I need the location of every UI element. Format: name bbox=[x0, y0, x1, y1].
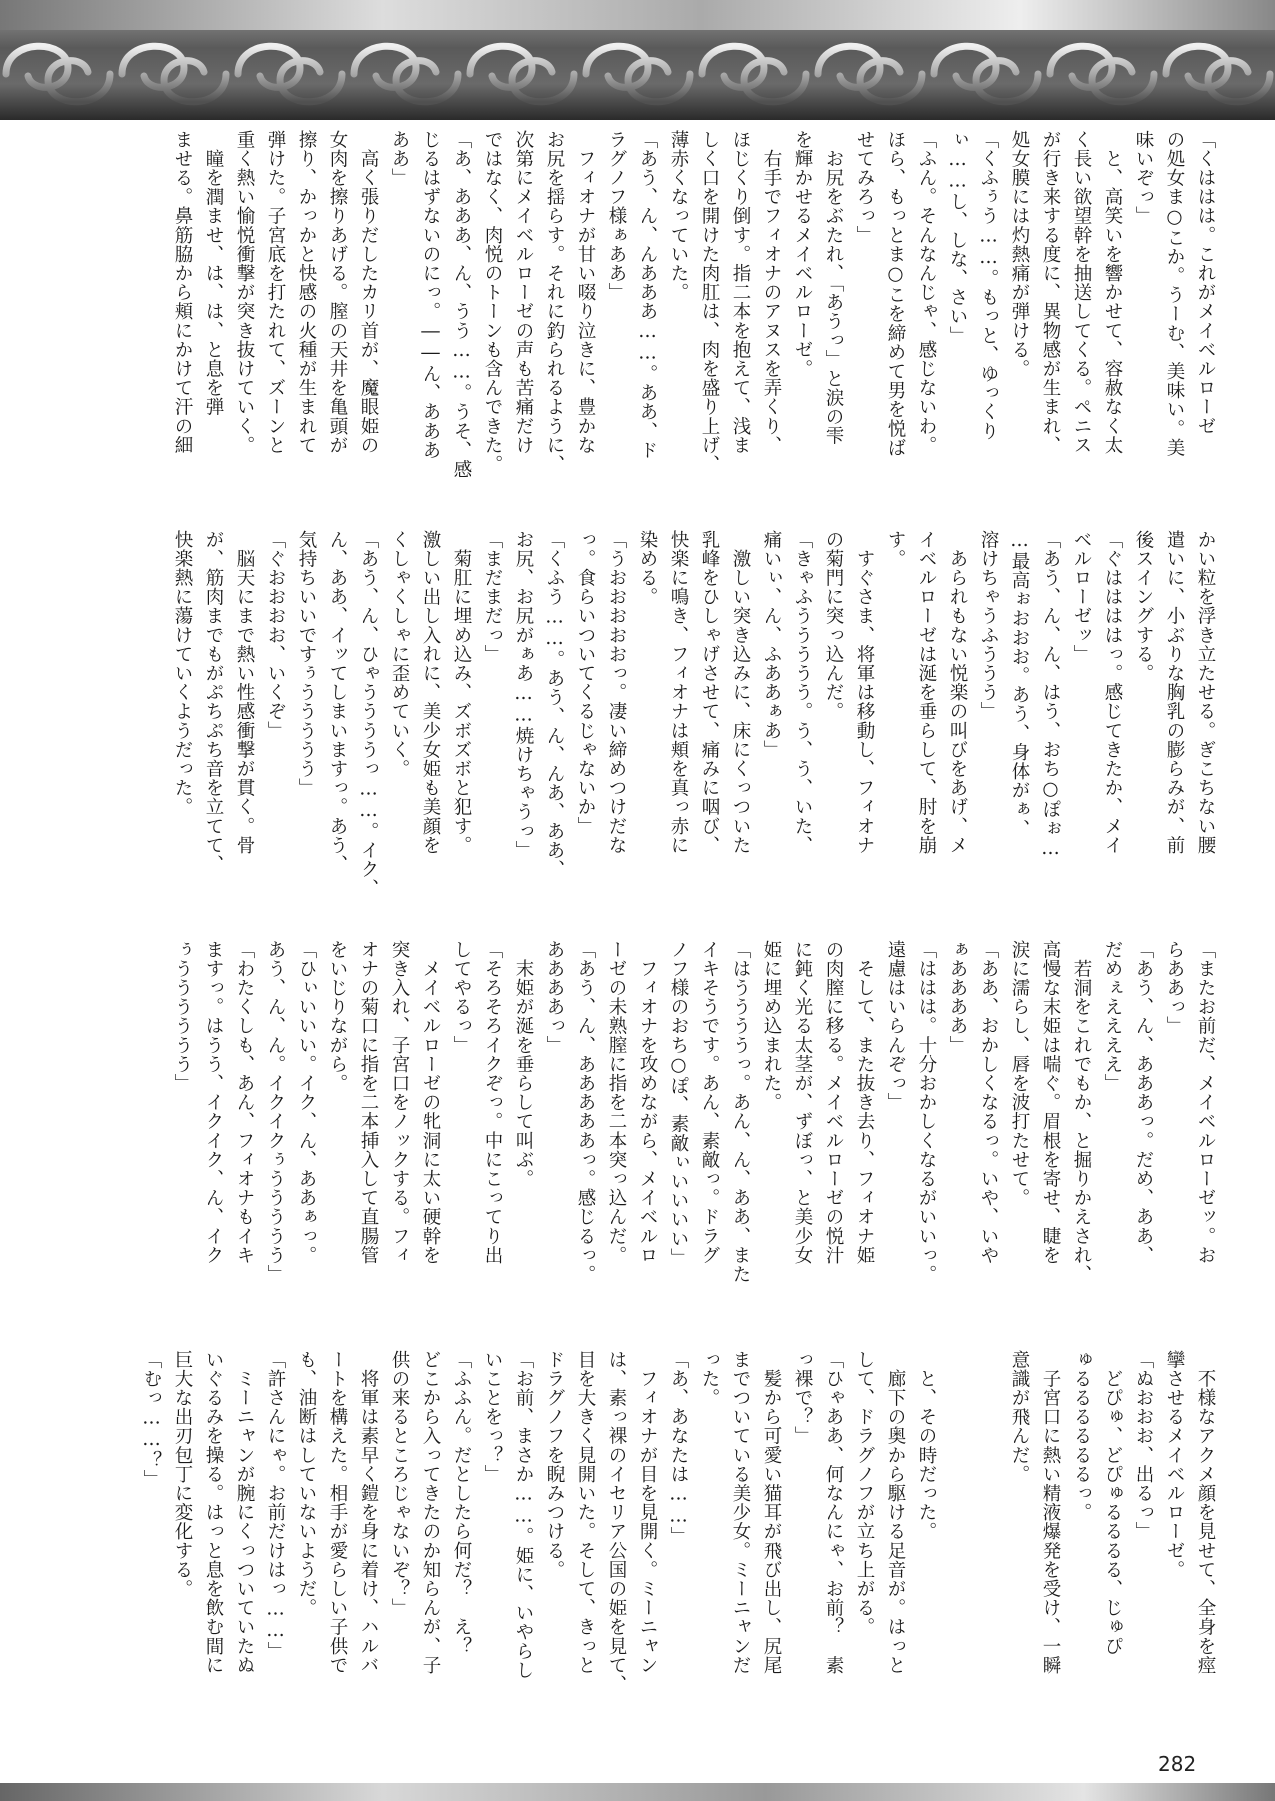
text-column: 「あ、あなたは……」 bbox=[668, 1350, 689, 1546]
text-column: 「ふふん。だとしたら何だ？ え？ bbox=[451, 1350, 472, 1656]
text-column: を輝かせるメイベルローゼ。 bbox=[792, 130, 813, 379]
text-column: が、筋肉までもがぷちぷち音を立てて、 bbox=[203, 530, 224, 874]
text-column: せてみろっ」 bbox=[854, 130, 875, 245]
text-column: 気持ちいいですぅううううう」 bbox=[296, 530, 317, 798]
text-column: 「きゃふううううう。う、う、いた、 bbox=[792, 530, 813, 855]
tier-2 bbox=[160, 530, 1220, 910]
text-column: くしゃくしゃに歪めていく。 bbox=[389, 530, 410, 779]
text-column: が行き来する度に、異物感が生まれ、 bbox=[1040, 130, 1061, 455]
knot-loop bbox=[1050, 46, 1154, 102]
text-column: ぅうううううう」 bbox=[172, 940, 193, 1093]
knot-loop bbox=[934, 46, 1038, 102]
text-column: ドラグノフを睨みつける。 bbox=[544, 1350, 565, 1580]
text-column: った。 bbox=[699, 1350, 720, 1408]
tier-1 bbox=[160, 130, 1220, 510]
text-column: 不様なアクメ顔を見せて、全身を痙 bbox=[1195, 1350, 1216, 1675]
knot-loop bbox=[122, 46, 226, 102]
text-column: は、素っ裸のイセリア公国の姫を見て、 bbox=[606, 1350, 627, 1694]
knot-loop bbox=[238, 46, 342, 102]
text-column: 弾けた。子宮底を打たれて、ズーンと bbox=[265, 130, 286, 455]
text-column: フィオナが目を見開く。ミーニャン bbox=[637, 1350, 658, 1675]
text-column: 「あう、ん、あああっ。だめ、ああ、 bbox=[1133, 940, 1154, 1265]
text-column: 処女膜には灼熱痛が弾ける。 bbox=[1009, 130, 1030, 379]
text-column: 姫に埋め込まれた。 bbox=[761, 940, 782, 1112]
text-column: 涙に濡らし、唇を波打たせて。 bbox=[1009, 940, 1030, 1208]
text-column: ますっ。はうう、イクイク、ん、イク bbox=[203, 940, 224, 1265]
text-column: 痛いぃ、ん、ふああぁあ」 bbox=[761, 530, 782, 760]
text-column: 「うおおおおおっ。凄い締めつけだな bbox=[606, 530, 627, 855]
text-column: してやるっ」 bbox=[451, 940, 472, 1055]
text-column: 巨大な出刃包丁に変化する。 bbox=[172, 1350, 193, 1599]
text-column: 「くふう……。あう、ん、んあ、ああ、 bbox=[544, 530, 565, 879]
text-column: ぁああああ」 bbox=[947, 940, 968, 1055]
text-column: らああっ」 bbox=[1164, 940, 1185, 1036]
text-column: 「ああ、おかしくなるっ。いや、いや bbox=[978, 940, 999, 1265]
text-column: フィオナを攻めながら、メイベルロ bbox=[637, 940, 658, 1265]
text-column: 「ひゃああ、何なんにゃ、お前？ 素 bbox=[823, 1350, 844, 1675]
text-column: す。 bbox=[885, 530, 906, 569]
text-column: メイベルローゼの牝洞に太い硬幹を bbox=[420, 940, 441, 1265]
text-column: の処女ま○こか。うーむ、美味い。美 bbox=[1164, 130, 1185, 458]
header-metal-strip bbox=[0, 0, 1275, 30]
text-column: 快楽熱に蕩けていくようだった。 bbox=[172, 530, 193, 817]
text-column: 薄赤くなっていた。 bbox=[668, 130, 689, 302]
text-column: 「あ、あああ、ん、うう……。うそ、感 bbox=[451, 130, 472, 479]
text-column: 次第にメイベルローゼの声も苦痛だけ bbox=[513, 130, 534, 455]
text-column: …最高ぉおおお。あう、身体がぁ、 bbox=[1009, 530, 1030, 839]
text-column: 「むっ……？」 bbox=[141, 1350, 162, 1489]
text-column: ミーニャンが腕にくっついていたぬ bbox=[234, 1350, 255, 1675]
celtic-knot-ornament bbox=[0, 28, 1275, 120]
text-column: かい粒を浮き立たせる。ぎこちない腰 bbox=[1195, 530, 1216, 855]
text-column: 目を大きく見開いた。そして、きっと bbox=[575, 1350, 596, 1675]
knot-loop bbox=[6, 46, 110, 102]
tier-4 bbox=[141, 1350, 1220, 1730]
text-column: に鈍く光る太茎が、ずぼっ、と美少女 bbox=[792, 940, 813, 1265]
text-column: 「ははは。十分おかしくなるがいいっ。 bbox=[916, 940, 937, 1284]
text-column: イキそうです。あん、素敵っ。ドラグ bbox=[699, 940, 720, 1265]
text-column: すぐさま、将軍は移動し、フィオナ bbox=[854, 530, 875, 855]
text-column: お尻、お尻がぁあ……焼けちゃうっ」 bbox=[513, 530, 534, 860]
text-column: 擦り、かっかと快感の火種が生まれて bbox=[296, 130, 317, 455]
text-column: 末姫が涎を垂らして叫ぶ。 bbox=[513, 940, 534, 1189]
text-column: の肉膣に移る。メイベルローゼの悦汁 bbox=[823, 940, 844, 1265]
text-column: 激しい出し入れに、美少女姫も美顔を bbox=[420, 530, 441, 855]
text-column: あう、ん、ん。イクイクぅううううう」 bbox=[265, 940, 286, 1284]
knot-loop bbox=[702, 46, 806, 102]
text-column: イベルローゼは涎を垂らして、肘を崩 bbox=[916, 530, 937, 855]
text-column: 意識が飛んだ。 bbox=[1009, 1350, 1030, 1484]
text-column: 快楽に鳴き、フィオナは頬を真っ赤に bbox=[668, 530, 689, 855]
text-column: 髪から可愛い猫耳が飛び出し、尻尾 bbox=[761, 1350, 782, 1675]
text-column: 「わたくしも、あん、フィオナもイキ bbox=[234, 940, 255, 1265]
text-column: ああああっ」 bbox=[544, 940, 565, 1055]
text-column: だめぇええええ」 bbox=[1102, 940, 1123, 1093]
knot-loop bbox=[354, 46, 458, 102]
text-column: をいじりながら。 bbox=[327, 940, 348, 1093]
knot-loop bbox=[818, 46, 922, 102]
knot-loop bbox=[586, 46, 690, 102]
text-column: いぐるみを操る。はっと息を飲む間に bbox=[203, 1350, 224, 1675]
text-column: して、ドラグノフが立ち上がる。 bbox=[854, 1350, 875, 1637]
text-column: 右手でフィオナのアヌスを弄くり、 bbox=[761, 130, 782, 455]
text-column: 乳峰をひしゃげさせて、痛みに咽び、 bbox=[699, 530, 720, 855]
text-column: 「ぐははははっ。感じてきたか、メイ bbox=[1102, 530, 1123, 855]
text-column: ぃ……し、しな、さい」 bbox=[947, 130, 968, 346]
text-column: 「はううううっ。あん、ん、ああ、また bbox=[730, 940, 751, 1284]
text-column: お尻をぶたれ、「あうっ」と涙の雫 bbox=[823, 130, 844, 446]
text-column: も、油断はしていないようだ。 bbox=[296, 1350, 317, 1618]
text-column: じるはずないのにっ。――ん、あああ bbox=[420, 130, 441, 460]
text-column: ん、ああ、イッてしまいますっ。あう、 bbox=[327, 530, 348, 874]
text-column: ほじくり倒す。指二本を抱えて、浅ま bbox=[730, 130, 751, 455]
text-column: ラグノフ様ぁああ」 bbox=[606, 130, 627, 302]
text-column: フィオナが甘い啜り泣きに、豊かな bbox=[575, 130, 596, 455]
text-column bbox=[973, 1350, 1003, 1730]
text-column bbox=[942, 1350, 972, 1730]
text-column: 「ぬおおお、出るっ」 bbox=[1133, 1350, 1154, 1541]
text-column: オナの菊口に指を二本挿入して直腸管 bbox=[358, 940, 379, 1265]
text-column: 「あう、ん、あああああっ。感じるっ。 bbox=[575, 940, 596, 1284]
tier-3 bbox=[160, 940, 1220, 1320]
text-column: までついている美少女。ミーニャンだ bbox=[730, 1350, 751, 1675]
text-column: 「またお前だ、メイベルローゼッ。お bbox=[1195, 940, 1216, 1265]
text-column: そして、また抜き去り、フィオナ姫 bbox=[854, 940, 875, 1265]
text-column: ベルローゼッ」 bbox=[1071, 530, 1092, 664]
text-column: 攣させるメイベルローゼ。 bbox=[1164, 1350, 1185, 1580]
text-column: 「あう、ん、ひゃううううっ……。イク、 bbox=[358, 530, 379, 898]
text-column: 後スイングする。 bbox=[1133, 530, 1154, 683]
text-column: ノフ様のおち○ぽ、素敵ぃいいいい」 bbox=[668, 940, 689, 1268]
text-column: 「そろそろイクぞっ。中にこってり出 bbox=[482, 940, 503, 1265]
text-column: っ。食らいついてくるじゃないか」 bbox=[575, 530, 596, 836]
text-column: ほら、もっとま○こを締めて男を悦ば bbox=[885, 130, 906, 458]
text-column: いことをっ？」 bbox=[482, 1350, 503, 1484]
celtic-knot-header bbox=[0, 0, 1275, 120]
text-column: 遣いに、小ぶりな胸乳の膨らみが、前 bbox=[1164, 530, 1185, 855]
knot-loop bbox=[1166, 46, 1270, 102]
text-column: 「くははは。これがメイベルローゼ bbox=[1195, 130, 1216, 436]
text-column: 供の来るところじゃないぞ？」 bbox=[389, 1350, 410, 1618]
text-column: 脳天にまで熱い性感衝撃が貫く。骨 bbox=[234, 530, 255, 855]
text-column: 「あう、ん、ん、はう、おち○ぽぉ… bbox=[1040, 530, 1061, 860]
text-column: 菊肛に埋め込み、ズボズボと犯す。 bbox=[451, 530, 472, 855]
text-column: 味いぞっ」 bbox=[1133, 130, 1154, 226]
text-column: 「あう、ん、んあああ……。ああ、ド bbox=[637, 130, 658, 460]
text-column: 溶けちゃうふううう」 bbox=[978, 530, 999, 721]
text-column: 「お前、まさか……。姫に、いやらし bbox=[513, 1350, 534, 1680]
text-column: 遠慮はいらんぞっ」 bbox=[885, 940, 906, 1112]
text-column: 染める。 bbox=[637, 530, 658, 607]
text-column: 激しい突き込みに、床にくっついた bbox=[730, 530, 751, 855]
text-column: あられもない悦楽の叫びをあげ、メ bbox=[947, 530, 968, 855]
text-column: どこから入ってきたのか知らんが、子 bbox=[420, 1350, 441, 1675]
text-column: 「まだまだっ」 bbox=[482, 530, 503, 664]
text-column: の菊門に突っ込んだ。 bbox=[823, 530, 844, 721]
text-column: 将軍は素早く鎧を身に着け、ハルバ bbox=[358, 1350, 379, 1675]
text-column: お尻を揺らす。それに釣られるように、 bbox=[544, 130, 565, 474]
text-column: 若洞をこれでもか、と掘りかえされ、 bbox=[1071, 940, 1092, 1284]
text-column: く長い欲望幹を抽送してくる。ペニス bbox=[1071, 130, 1092, 455]
text-column: 「ふん。そんなんじゃ、感じないわ。 bbox=[916, 130, 937, 455]
text-column: 重く熱い愉悦衝撃が突き抜けていく。 bbox=[234, 130, 255, 455]
text-column: ーゼの未熟膣に指を二本突っ込んだ。 bbox=[606, 940, 627, 1265]
text-column: しく口を開けた肉肛は、肉を盛り上げ、 bbox=[699, 130, 720, 474]
text-column: 廊下の奥から駆ける足音が。はっと bbox=[885, 1350, 906, 1675]
text-column: 高慢な末姫は喘ぐ。眉根を寄せ、睫を bbox=[1040, 940, 1061, 1265]
text-column: 「くふぅう……。もっと、ゆっくり bbox=[978, 130, 999, 441]
text-column: 瞳を潤ませ、は、は、と息を弾 bbox=[203, 130, 224, 417]
text-column: 「許さんにゃ。お前だけはっ……」 bbox=[265, 1350, 286, 1661]
text-column: 子宮口に熱い精液爆発を受け、一瞬 bbox=[1040, 1350, 1061, 1675]
text-column: ませる。鼻筋脇から頬にかけて汗の細 bbox=[172, 130, 193, 455]
text-column: ではなく、肉悦のトーンも含んできた。 bbox=[482, 130, 503, 474]
text-column: ああ」 bbox=[389, 130, 410, 188]
text-column: っ裸で？」 bbox=[792, 1350, 813, 1446]
page-number: 282 bbox=[1158, 1752, 1197, 1776]
vertical-text-area bbox=[141, 130, 1220, 1730]
text-column: 女肉を擦りあげる。膣の天井を亀頭が bbox=[327, 130, 348, 455]
text-column: どぴゅ、どぴゅるるるる、じゅぴ bbox=[1102, 1350, 1123, 1656]
text-column: と、高笑いを響かせて、容赦なく太 bbox=[1102, 130, 1123, 455]
text-column: ゅるるるるるるっ。 bbox=[1071, 1350, 1092, 1522]
knot-loop bbox=[470, 46, 574, 102]
text-column: 「ひぃいいい。イク、ん、ああぁっ。 bbox=[296, 940, 317, 1265]
text-column: 「ぐおおおお、いくぞ」 bbox=[265, 530, 286, 741]
text-column: ートを構えた。相手が愛らしい子供で bbox=[327, 1350, 348, 1675]
footer-metal-band bbox=[0, 1783, 1275, 1801]
text-column: と、その時だった。 bbox=[916, 1350, 937, 1541]
text-column: 高く張りだしたカリ首が、魔眼姫の bbox=[358, 130, 379, 455]
text-column: 突き入れ、子宮口をノックする。フィ bbox=[389, 940, 410, 1265]
